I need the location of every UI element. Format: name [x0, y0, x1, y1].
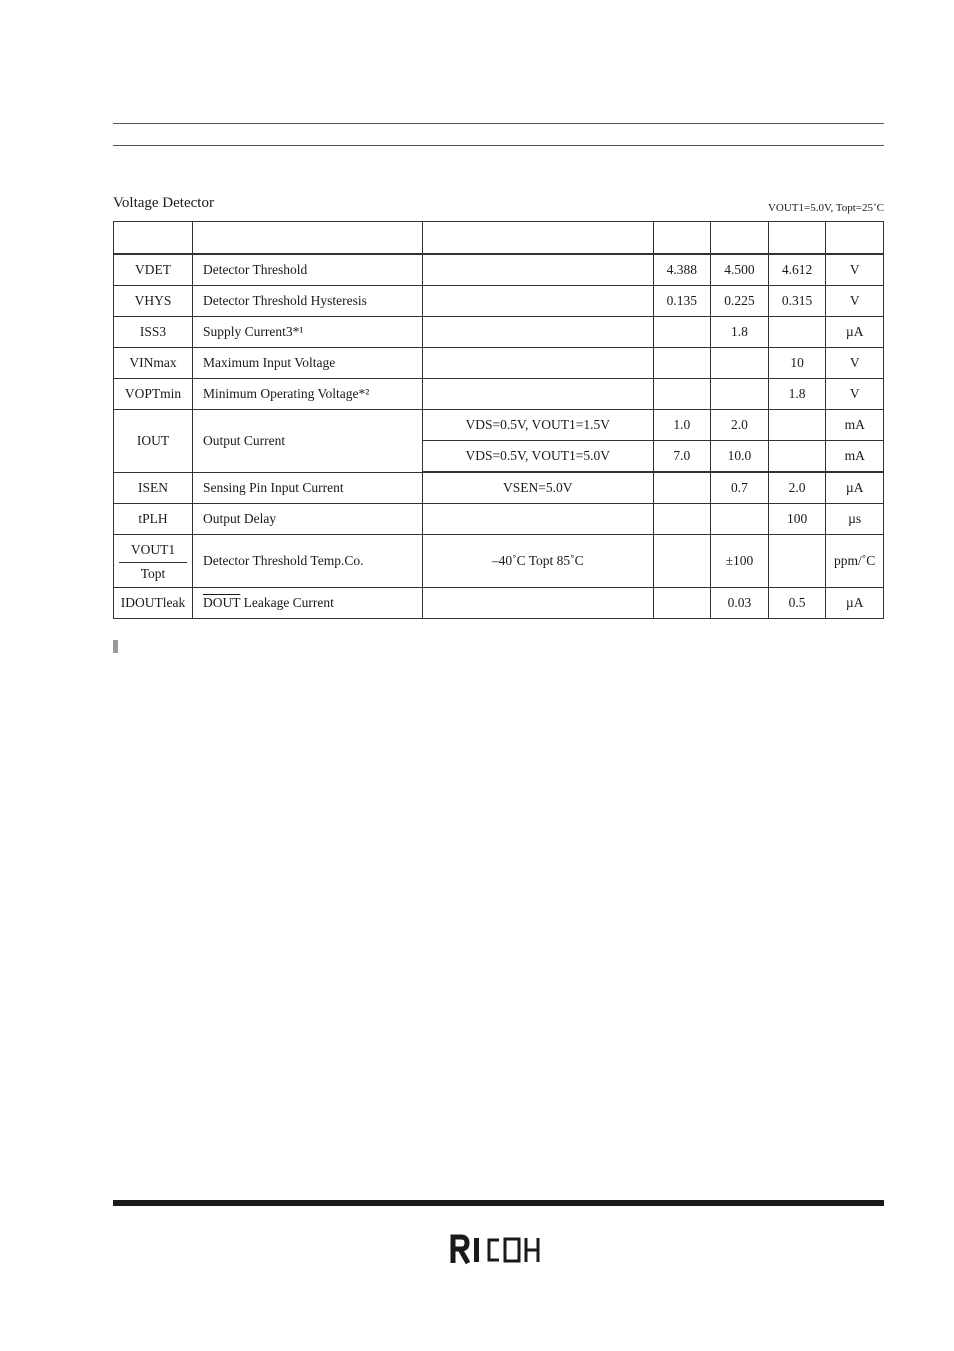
conditions-cell: [423, 254, 653, 286]
item-text: Leakage Current: [240, 595, 334, 610]
header-rule-bottom: [113, 145, 884, 146]
typ-cell: 0.03: [711, 588, 769, 619]
max-cell: 2.0: [768, 472, 826, 504]
max-cell: [768, 441, 826, 473]
item-overline-pin: DOUT: [202, 595, 241, 610]
symbol-numerator: VOUT1: [119, 539, 187, 563]
typ-cell: [711, 348, 769, 379]
header-rule-top: [113, 123, 884, 124]
conditions-cell: [423, 504, 653, 535]
table-row: [114, 504, 884, 535]
symbol-cell: IOUT: [114, 410, 193, 473]
header-unit: [826, 222, 884, 255]
item-cell: Maximum Input Voltage: [192, 348, 422, 379]
symbol-cell: ISS3: [114, 317, 193, 348]
typ-cell: 0.7: [711, 472, 769, 504]
typ-cell: ±100: [711, 535, 769, 588]
conditions-cell: VSEN=5.0V: [423, 472, 653, 504]
item-cell: Supply Current3*¹: [192, 317, 422, 348]
max-cell: 0.315: [768, 286, 826, 317]
min-cell: [653, 504, 711, 535]
table-row: [114, 535, 884, 588]
max-cell: 100: [768, 504, 826, 535]
typ-cell: 2.0: [711, 410, 769, 441]
min-cell: [653, 317, 711, 348]
item-cell: [192, 588, 422, 619]
table-row: [114, 410, 884, 441]
unit-cell: mA: [826, 410, 884, 441]
item-cell: Detector Threshold Temp.Co.: [192, 535, 422, 588]
header-conditions: [423, 222, 653, 255]
symbol-cell: IDOUTleak: [114, 588, 193, 619]
symbol-cell: VOPTmin: [114, 379, 193, 410]
min-cell: 4.388: [653, 254, 711, 286]
table-row: [114, 348, 884, 379]
unit-cell: µA: [826, 472, 884, 504]
symbol-cell: ISEN: [114, 472, 193, 504]
unit-cell: ppm/˚C: [826, 535, 884, 588]
symbol-cell: VHYS: [114, 286, 193, 317]
unit-cell: V: [826, 348, 884, 379]
conditions-cell: [423, 348, 653, 379]
unit-cell: µs: [826, 504, 884, 535]
typ-cell: 4.500: [711, 254, 769, 286]
item-cell: Sensing Pin Input Current: [192, 472, 422, 504]
max-cell: [768, 317, 826, 348]
symbol-denominator: Topt: [140, 565, 166, 581]
section-title: Voltage Detector: [113, 195, 214, 211]
header-item: [192, 222, 422, 255]
table-row: [114, 286, 884, 317]
typ-cell: 10.0: [711, 441, 769, 473]
max-cell: [768, 410, 826, 441]
max-cell: 4.612: [768, 254, 826, 286]
min-cell: [653, 348, 711, 379]
conditions-cell: [423, 588, 653, 619]
min-cell: 1.0: [653, 410, 711, 441]
header-typ: [711, 222, 769, 255]
item-cell: Detector Threshold Hysteresis: [192, 286, 422, 317]
header-symbol: [114, 222, 193, 255]
ricoh-logo: [449, 1233, 549, 1267]
conditions-cell: [423, 286, 653, 317]
max-cell: 1.8: [768, 379, 826, 410]
conditions-cell: VDS=0.5V, VOUT1=1.5V: [423, 410, 653, 441]
min-cell: [653, 472, 711, 504]
table-row: [114, 588, 884, 619]
unit-cell: V: [826, 254, 884, 286]
item-cell: Output Current: [192, 410, 422, 473]
symbol-cell: VINmax: [114, 348, 193, 379]
footer-rule: [113, 1200, 884, 1206]
max-cell: [768, 535, 826, 588]
header-max: [768, 222, 826, 255]
electrical-characteristics-table: [113, 221, 884, 619]
conditions-cell: [423, 317, 653, 348]
min-cell: [653, 588, 711, 619]
symbol-cell: tPLH: [114, 504, 193, 535]
table-row: [114, 472, 884, 504]
unit-cell: mA: [826, 441, 884, 473]
min-cell: 0.135: [653, 286, 711, 317]
typ-cell: [711, 379, 769, 410]
conditions-cell: –40˚C Topt 85˚C: [423, 535, 653, 588]
section-marker: [113, 640, 118, 653]
min-cell: [653, 535, 711, 588]
item-cell: Detector Threshold: [192, 254, 422, 286]
table-row: [114, 317, 884, 348]
unit-cell: µA: [826, 317, 884, 348]
item-cell: Minimum Operating Voltage*²: [192, 379, 422, 410]
table-row: [114, 254, 884, 286]
symbol-cell: VDET: [114, 254, 193, 286]
table-row: [114, 379, 884, 410]
max-cell: 0.5: [768, 588, 826, 619]
typ-cell: [711, 504, 769, 535]
unit-cell: µA: [826, 588, 884, 619]
unit-cell: V: [826, 379, 884, 410]
unit-cell: V: [826, 286, 884, 317]
table-header-row: [114, 222, 884, 255]
min-cell: [653, 379, 711, 410]
min-cell: 7.0: [653, 441, 711, 473]
conditions-cell: [423, 379, 653, 410]
max-cell: 10: [768, 348, 826, 379]
conditions-cell: VDS=0.5V, VOUT1=5.0V: [423, 441, 653, 473]
symbol-fraction-cell: [114, 535, 193, 588]
header-min: [653, 222, 711, 255]
test-conditions: VOUT1=5.0V, Topt=25˚C: [767, 202, 884, 214]
item-cell: Output Delay: [192, 504, 422, 535]
typ-cell: 1.8: [711, 317, 769, 348]
typ-cell: 0.225: [711, 286, 769, 317]
